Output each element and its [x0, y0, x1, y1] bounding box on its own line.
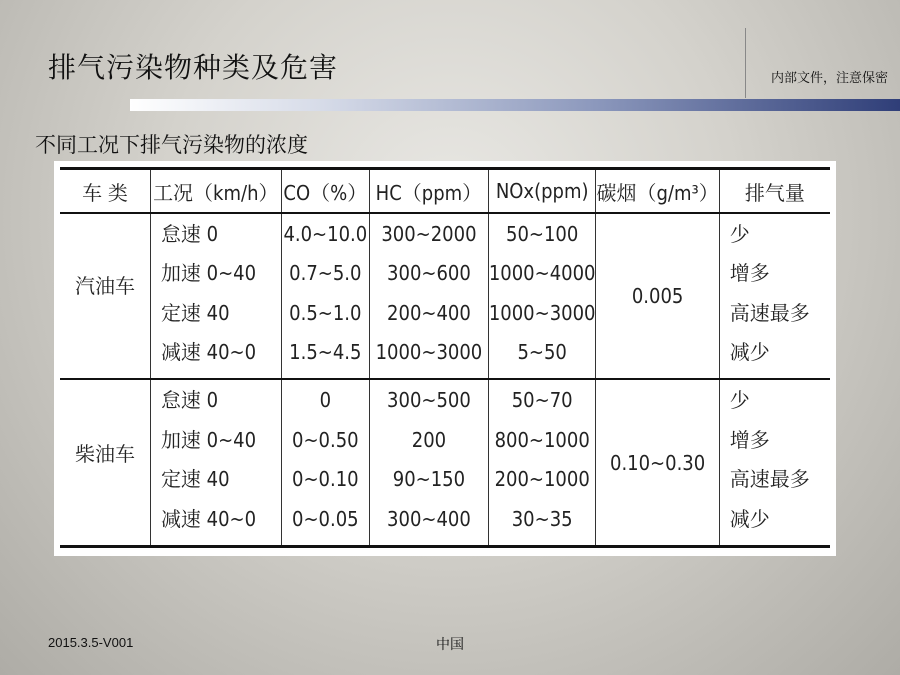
table-header-row: [60, 169, 830, 214]
header-co: CO（%）: [281, 169, 369, 214]
nox-value: 5~50: [517, 340, 567, 365]
header-nox: NOx(ppm): [488, 169, 596, 214]
footer-center-text: 中国: [436, 637, 464, 653]
exhaust-value: 减少: [729, 506, 770, 531]
condition-item: 加速 0~40: [160, 261, 257, 286]
header-hc: HC（ppm）: [370, 169, 489, 214]
vehicle-diesel: 柴油车: [60, 379, 150, 546]
vehicle-gasoline: 汽油车: [74, 274, 135, 298]
nox-value: 30~35: [511, 506, 573, 531]
co-value: 0.7~5.0: [289, 261, 362, 286]
exhaust-value: 减少: [729, 340, 770, 365]
header-condition: 工况（km/h）: [150, 169, 281, 214]
condition-item: 定速 40: [160, 467, 230, 492]
nox-value: 200~1000: [494, 467, 590, 492]
header-exhaust: 排气量: [719, 169, 830, 214]
co-value: 0~0.50: [292, 427, 359, 452]
nox-value: 50~70: [511, 388, 573, 413]
hc-value: 1000~3000: [375, 340, 483, 365]
table-caption: 不同工况下排气污染物的浓度: [35, 133, 308, 157]
condition-item: 减速 40~0: [160, 340, 257, 365]
co-cell: [281, 213, 369, 379]
soot-diesel: 0.10~0.30: [596, 379, 719, 546]
confidential-notice: 内部文件，注意保密: [770, 71, 888, 86]
slide-title: 排气污染物种类及危害: [48, 51, 339, 84]
conditions-cell: [150, 379, 281, 546]
soot-gasoline: 0.005: [596, 213, 719, 379]
nox-value: 50~100: [506, 221, 579, 246]
co-value: 0.5~1.0: [289, 300, 362, 325]
header-soot: 碳烟（g/m³）: [596, 169, 719, 214]
hc-value: 300~2000: [381, 221, 477, 246]
conditions-cell: [150, 213, 281, 379]
exhaust-value: 增多: [729, 261, 770, 286]
footer-date: 2015.3.5-V001: [48, 635, 134, 650]
condition-item: 定速 40: [160, 300, 230, 325]
hc-cell: [370, 379, 489, 546]
hc-value: 300~400: [387, 506, 471, 531]
exhaust-value: 高速最多: [729, 300, 810, 325]
co-value: 0: [319, 388, 332, 413]
hc-value: 200~400: [387, 300, 471, 325]
co-value: 0~0.10: [292, 467, 359, 492]
condition-item: 减速 40~0: [160, 506, 257, 531]
pollutant-table: [60, 167, 830, 548]
hc-value: 200: [411, 427, 447, 452]
condition-item: 怠速 0: [160, 221, 219, 246]
exhaust-value: 高速最多: [729, 467, 810, 492]
hc-value: 90~150: [392, 467, 466, 492]
co-value: 1.5~4.5: [289, 340, 362, 365]
nox-value: 1000~4000: [488, 261, 596, 286]
table-row-diesel: [60, 379, 830, 546]
exhaust-value: 少: [729, 221, 750, 246]
hc-value: 300~500: [387, 388, 471, 413]
nox-cell: [488, 379, 596, 546]
hc-cell: [370, 213, 489, 379]
table-row-gasoline: [60, 213, 830, 379]
nox-value: 800~1000: [494, 427, 590, 452]
condition-item: 怠速 0: [160, 388, 219, 413]
header-vehicle: 车 类: [60, 169, 150, 214]
exhaust-value: 增多: [729, 427, 770, 452]
co-value: 4.0~10.0: [283, 221, 368, 246]
nox-value: 1000~3000: [488, 300, 596, 325]
condition-item: 加速 0~40: [160, 427, 257, 452]
exhaust-cell: [719, 213, 830, 379]
co-value: 0~0.05: [292, 506, 359, 531]
hc-value: 300~600: [387, 261, 471, 286]
header-gradient-bar: [130, 99, 900, 111]
exhaust-cell: [719, 379, 830, 546]
co-cell: [281, 379, 369, 546]
exhaust-value: 少: [729, 388, 750, 413]
nox-cell: [488, 213, 596, 379]
header-divider: [745, 28, 746, 98]
pollutant-table-panel: [54, 161, 836, 556]
